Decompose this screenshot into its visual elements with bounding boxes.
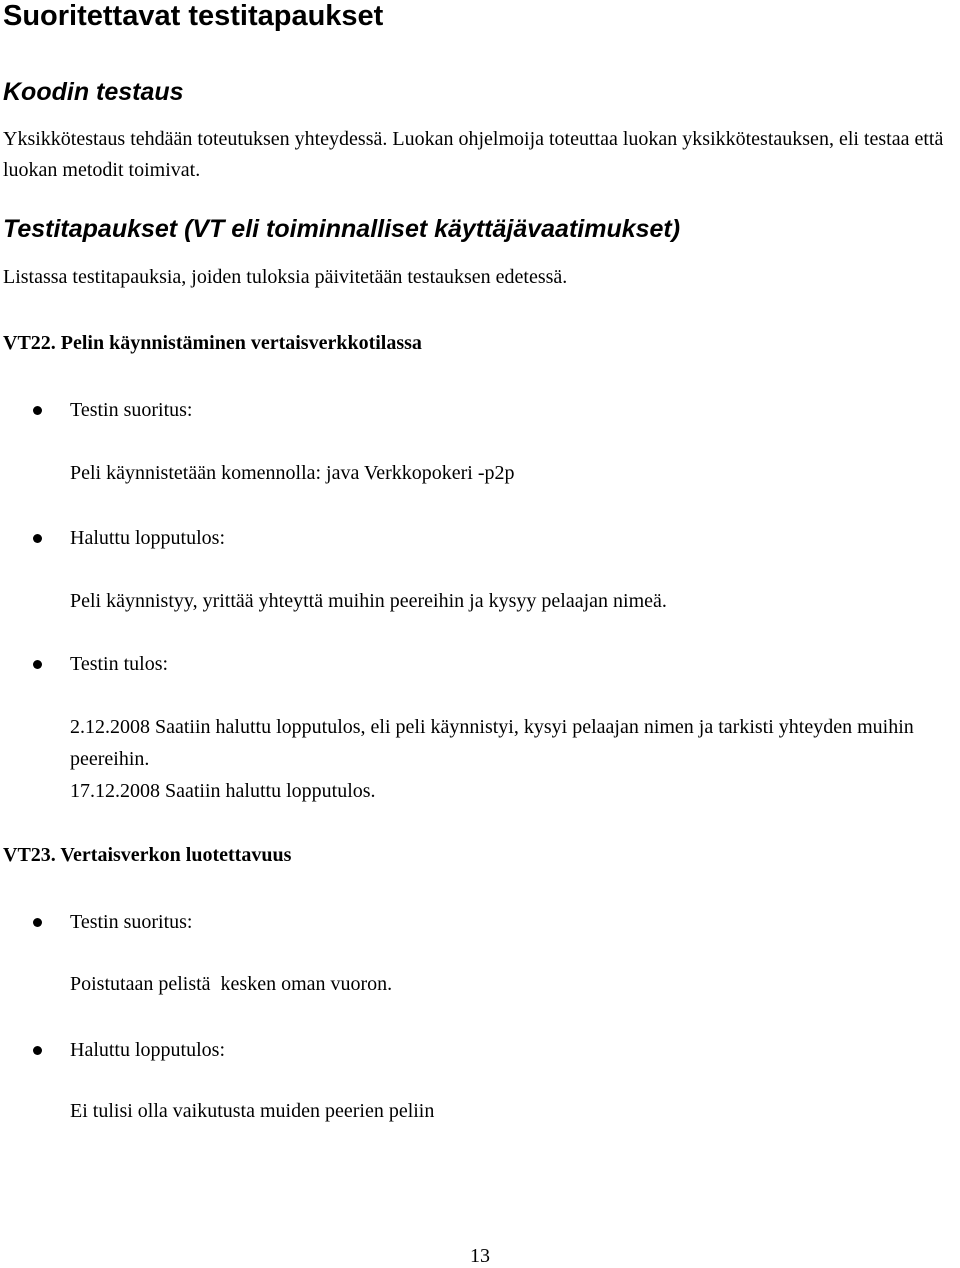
bullet-icon: [33, 1046, 42, 1055]
vt23-execution-label: Testin suoritus:: [70, 911, 193, 933]
vt22-result-line1: 2.12.2008 Saatiin haluttu lopputulos, eli peli käynnistyi, kysyi pelaajan nimen ja tarkisti yhteyden muihin peereihin.: [70, 716, 914, 770]
bullet-icon: [33, 660, 42, 669]
page-number: 13: [470, 1245, 490, 1267]
vt23-expected-text: Ei tulisi olla vaikutusta muiden peerien peliin: [70, 1100, 435, 1122]
vt22-expected-text: Peli käynnistyy, yrittää yhteyttä muihin peereihin ja kysyy pelaajan nimeä.: [70, 590, 667, 612]
bullet-icon: [33, 534, 42, 543]
page-title: Suoritettavat testitapaukset: [3, 0, 384, 32]
vt22-execution-label: Testin suoritus:: [70, 399, 193, 421]
vt22-expected-label: Haluttu lopputulos:: [70, 527, 225, 549]
bullet-icon: [33, 406, 42, 415]
vt22-execution-text: Peli käynnistetään komennolla: java Verkkopokeri -p2p: [70, 462, 515, 484]
vt22-result-label: Testin tulos:: [70, 653, 169, 675]
section-body-code-testing: Yksikkötestaus tehdään toteutuksen yhteydessä. Luokan ohjelmoija toteuttaa luokan yksikkötestauksen, eli testaa että luokan metodit toimivat.: [3, 128, 944, 181]
section-heading-test-cases: Testitapaukset (VT eli toiminnalliset käyttäjävaatimukset): [3, 215, 681, 243]
vt23-execution-text: Poistutaan pelistä kesken oman vuoron.: [70, 973, 393, 995]
section-body-test-cases: Listassa testitapauksia, joiden tuloksia päivitetään testauksen edetessä.: [3, 266, 568, 288]
test-case-title-vt22: VT22. Pelin käynnistäminen vertaisverkkotilassa: [3, 332, 422, 354]
bullet-icon: [33, 918, 42, 927]
vt22-result-line2: 17.12.2008 Saatiin haluttu lopputulos.: [70, 780, 376, 802]
test-case-title-vt23: VT23. Vertaisverkon luotettavuus: [3, 844, 292, 866]
section-heading-code-testing: Koodin testaus: [3, 78, 184, 106]
vt23-expected-label: Haluttu lopputulos:: [70, 1039, 225, 1061]
